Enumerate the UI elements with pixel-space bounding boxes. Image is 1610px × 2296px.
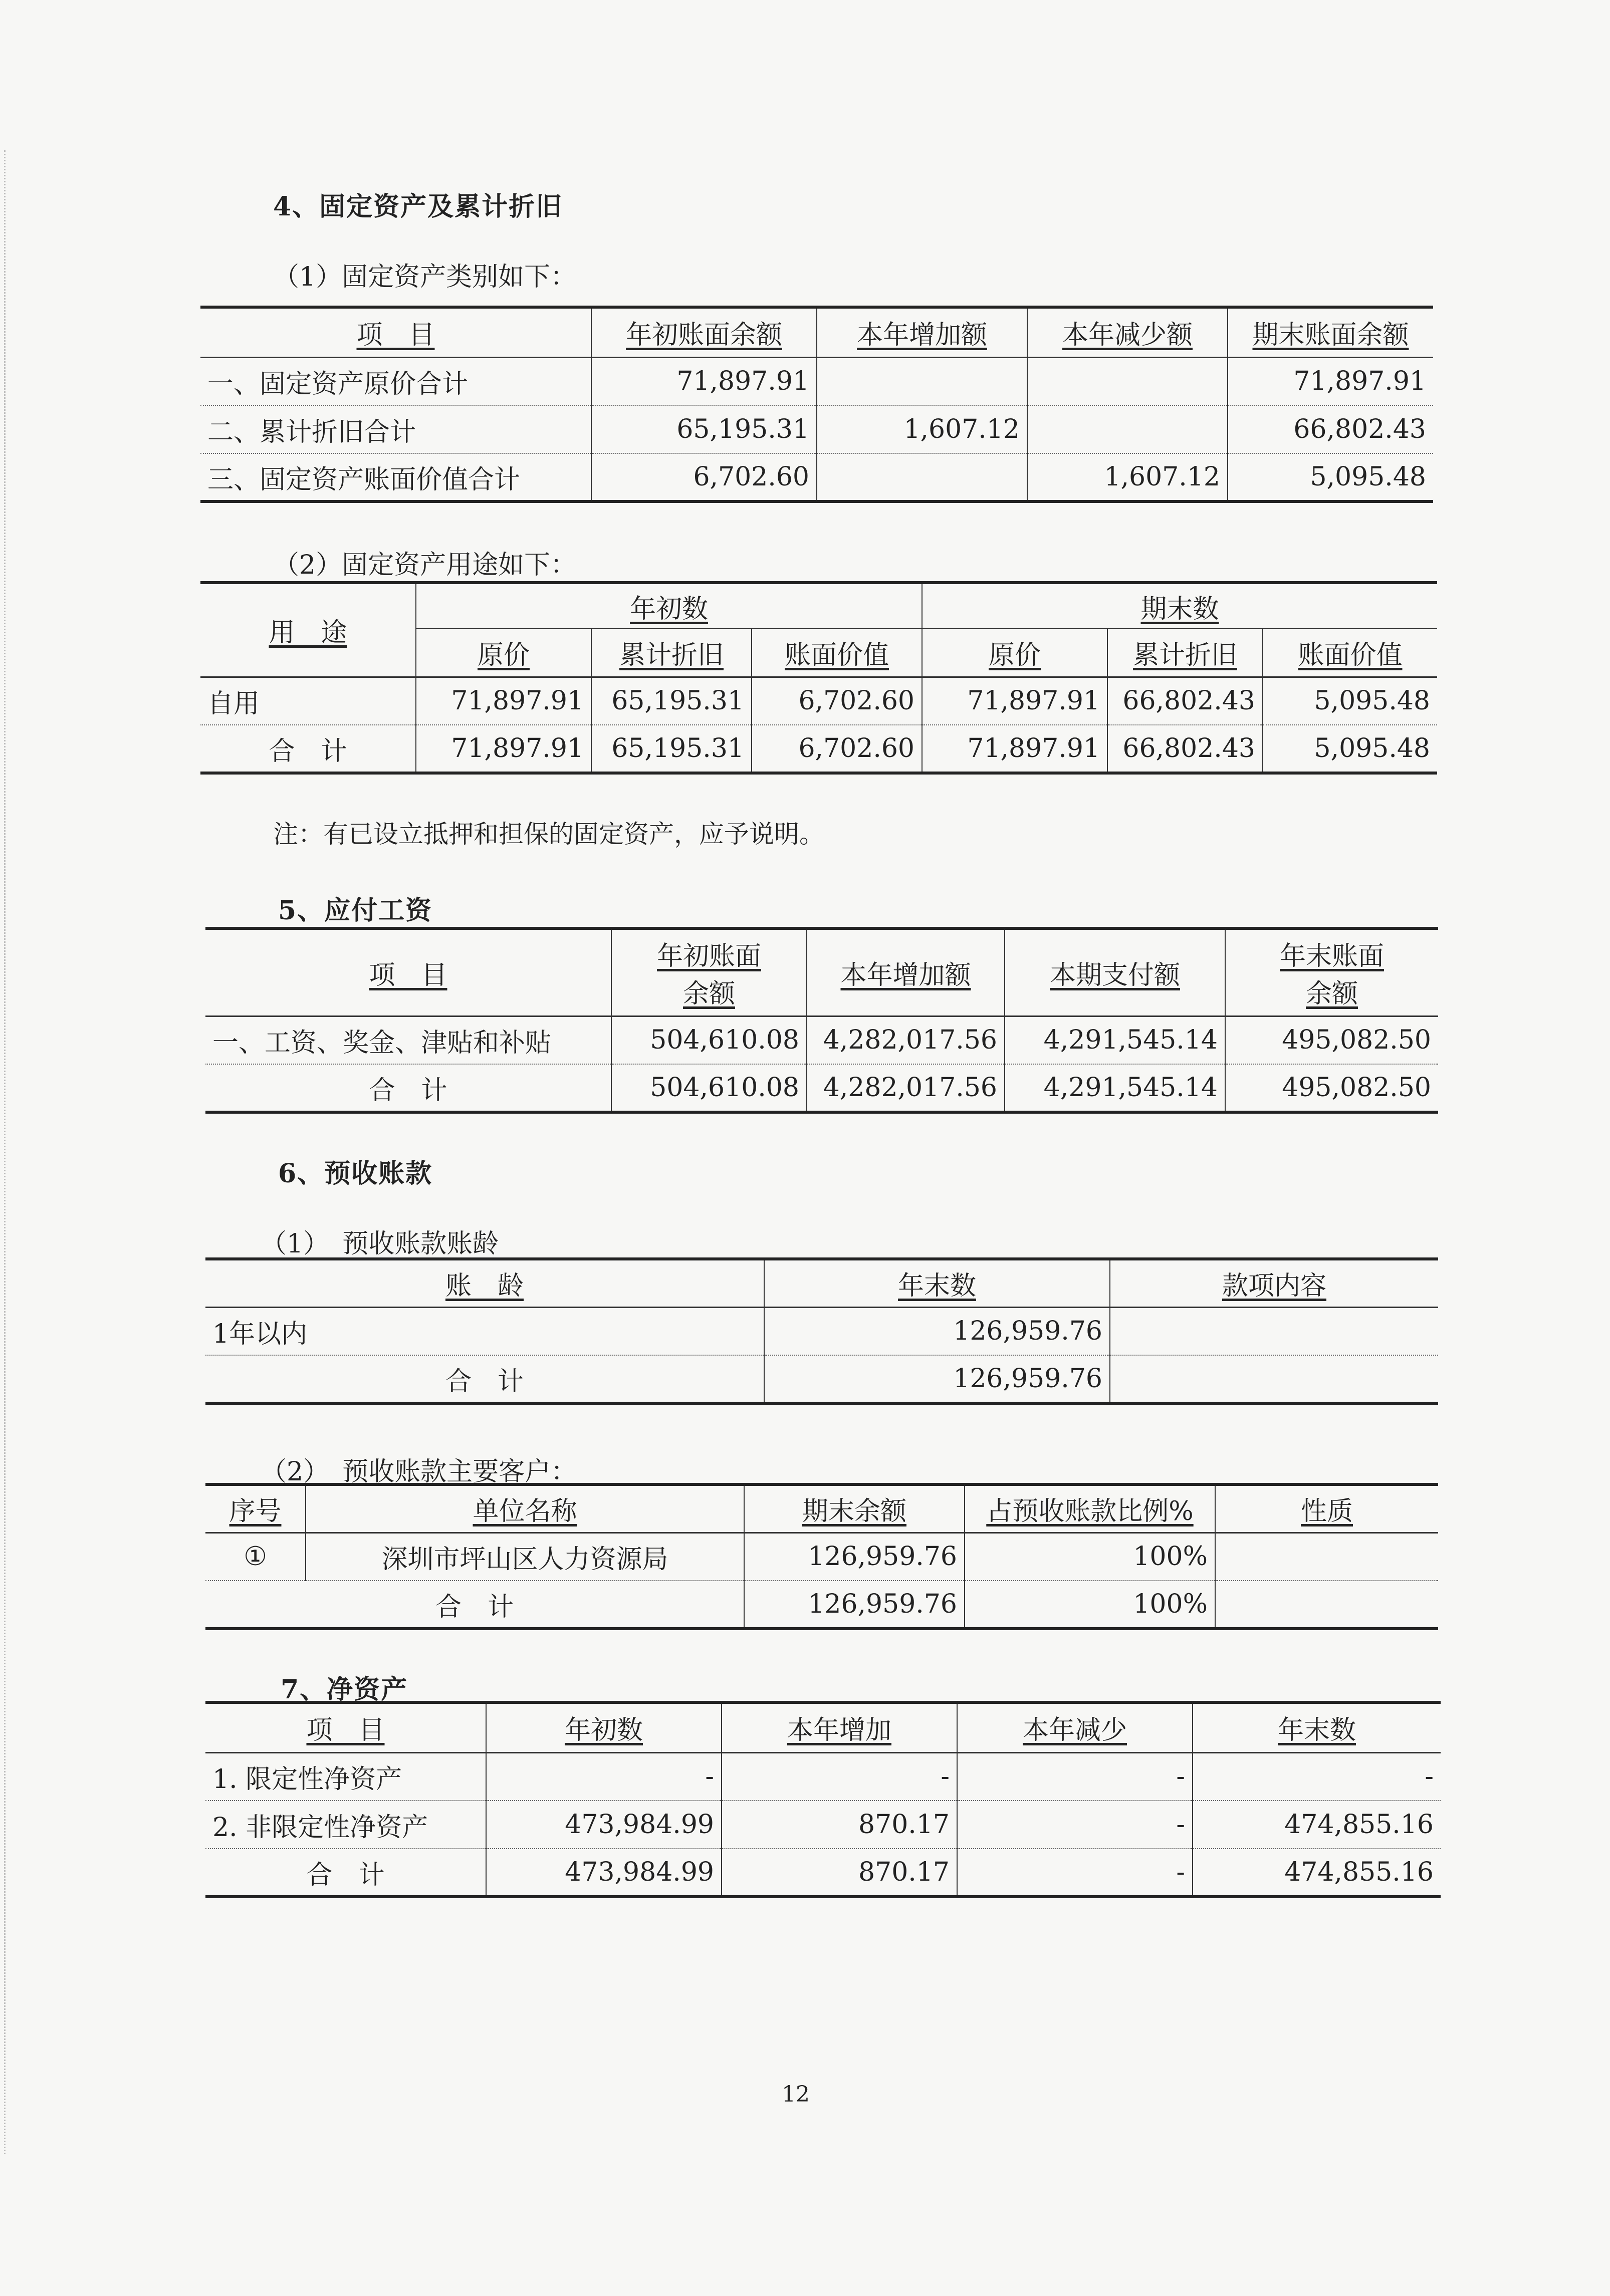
row-index: ① xyxy=(244,1542,267,1572)
table-row xyxy=(205,1752,1441,1801)
cell-value: 1,607.12 xyxy=(1027,453,1228,501)
row-label: 一、工资、奖金、津贴和补贴 xyxy=(212,1028,552,1058)
cell-value: 71,897.91 xyxy=(416,725,591,773)
col-header: 期末账面余额 xyxy=(1228,307,1433,357)
cell-value: 71,897.91 xyxy=(591,357,817,405)
row-label: 1年以内 xyxy=(212,1319,308,1349)
cell-value: 126,959.76 xyxy=(764,1355,1110,1403)
row-label: 1. 限定性净资产 xyxy=(212,1764,402,1795)
col-header: 年末账面 余额 xyxy=(1225,928,1438,1016)
cell-value: 4,282,017.56 xyxy=(807,1064,1005,1112)
cell-value: 6,702.60 xyxy=(752,677,922,725)
cell-value: 5,095.48 xyxy=(1228,453,1433,501)
section-6-subtitle-2: （2） 预收账款主要客户： xyxy=(261,1457,577,1487)
binding-holes xyxy=(4,150,13,2154)
row-label: 自用 xyxy=(207,688,260,719)
cell-value: 100% xyxy=(965,1581,1215,1629)
cell-value xyxy=(1027,357,1228,405)
table-row xyxy=(205,1016,1438,1064)
cell-value: 深圳市坪山区人力资源局 xyxy=(306,1533,744,1581)
cell-value: 5,095.48 xyxy=(1263,725,1437,773)
col-header: 期末余额 xyxy=(744,1484,965,1533)
cell-value: 71,897.91 xyxy=(416,677,591,725)
fixed-assets-usage-table xyxy=(200,581,1437,775)
row-label: 合 计 xyxy=(205,1849,486,1897)
cell-value: - xyxy=(957,1752,1193,1801)
row-label: 合 计 xyxy=(205,1064,611,1112)
cell-value: - xyxy=(722,1752,957,1801)
col-header: 年初账面余额 xyxy=(591,307,817,357)
table-row-total xyxy=(205,1849,1441,1897)
row-label: 一、固定资产原价合计 xyxy=(207,369,469,399)
table-header-row xyxy=(205,1484,1438,1533)
cell-value: - xyxy=(486,1752,722,1801)
cell-value: 4,291,545.14 xyxy=(1005,1064,1225,1112)
col-header: 年初账面 余额 xyxy=(611,928,807,1016)
cell-value: - xyxy=(957,1801,1193,1849)
cell-value: 474,855.16 xyxy=(1193,1849,1441,1897)
table-row-total xyxy=(205,1064,1438,1112)
section-5-title: 5、应付工资 xyxy=(278,895,433,926)
cell-value: 1,607.12 xyxy=(817,405,1027,453)
row-label: 2. 非限定性净资产 xyxy=(205,1801,486,1849)
col-header: 账 龄 xyxy=(205,1259,764,1307)
col-header: 累计折旧 xyxy=(1107,629,1263,677)
table-row-total xyxy=(205,1355,1438,1403)
cell-value: 504,610.08 xyxy=(611,1064,807,1112)
cell-value: 870.17 xyxy=(722,1849,957,1897)
col-header: 序号 xyxy=(205,1484,306,1533)
row-label: 三、固定资产账面价值合计 xyxy=(200,453,591,501)
col-header: 累计折旧 xyxy=(591,629,752,677)
cell-value: 473,984.99 xyxy=(486,1849,722,1897)
col-header: 本年减少额 xyxy=(1027,307,1228,357)
fixed-assets-category-table xyxy=(200,306,1433,503)
cell-value xyxy=(1110,1355,1438,1403)
table-row xyxy=(205,1801,1441,1849)
table-row-total xyxy=(200,725,1437,773)
section-4-subtitle-1: （1）固定资产类别如下： xyxy=(273,262,577,292)
col-header: 本年增加 xyxy=(722,1702,957,1752)
row-label: 二、累计折旧合计 xyxy=(200,405,591,453)
col-header: 项 目 xyxy=(205,1702,486,1752)
cell-value xyxy=(1027,405,1228,453)
cell-value: 71,897.91 xyxy=(922,725,1107,773)
cell-value: 495,082.50 xyxy=(1225,1016,1438,1064)
cell-value: 126,959.76 xyxy=(744,1533,965,1581)
cell-value xyxy=(1215,1533,1438,1581)
cell-value: 66,802.43 xyxy=(1107,677,1263,725)
col-header: 本期支付额 xyxy=(1005,928,1225,1016)
col-header: 原价 xyxy=(416,629,591,677)
cell-value: 100% xyxy=(965,1533,1215,1581)
col-header: 本年增加额 xyxy=(807,928,1005,1016)
cell-value: 66,802.43 xyxy=(1107,725,1263,773)
cell-value: 126,959.76 xyxy=(764,1307,1110,1355)
section-7-title: 7、净资产 xyxy=(281,1674,408,1705)
cell-value: 65,195.31 xyxy=(591,405,817,453)
col-header: 单位名称 xyxy=(306,1484,744,1533)
section-4-title: 4、固定资产及累计折旧 xyxy=(273,191,563,222)
table-header-row xyxy=(200,583,1437,629)
cell-value: 4,282,017.56 xyxy=(807,1016,1005,1064)
col-header: 年末数 xyxy=(1193,1702,1441,1752)
cell-value: 4,291,545.14 xyxy=(1005,1016,1225,1064)
row-label: 合 计 xyxy=(205,1581,744,1629)
col-header: 性质 xyxy=(1215,1484,1438,1533)
cell-value: - xyxy=(957,1849,1193,1897)
col-header-use: 用 途 xyxy=(200,583,416,677)
payable-wages-table xyxy=(205,927,1438,1114)
table-row xyxy=(205,1307,1438,1355)
col-header: 本年增加额 xyxy=(817,307,1027,357)
cell-value: 474,855.16 xyxy=(1193,1801,1441,1849)
col-header: 账面价值 xyxy=(1263,629,1437,677)
col-header: 年末数 xyxy=(764,1259,1110,1307)
col-group-begin: 年初数 xyxy=(416,583,922,629)
page-number: 12 xyxy=(782,2082,810,2107)
col-header: 款项内容 xyxy=(1110,1259,1438,1307)
cell-value: 65,195.31 xyxy=(591,725,752,773)
cell-value: 65,195.31 xyxy=(591,677,752,725)
cell-value xyxy=(817,453,1027,501)
col-header: 占预收账款比例% xyxy=(965,1484,1215,1533)
table-row xyxy=(200,453,1433,501)
cell-value xyxy=(1110,1307,1438,1355)
col-header: 年初数 xyxy=(486,1702,722,1752)
section-6-title: 6、预收账款 xyxy=(278,1158,433,1189)
cell-value: 6,702.60 xyxy=(752,725,922,773)
note-text: 注：有已设立抵押和担保的固定资产，应予说明。 xyxy=(273,820,824,849)
cell-value: 6,702.60 xyxy=(591,453,817,501)
col-header: 原价 xyxy=(922,629,1107,677)
col-header: 账面价值 xyxy=(752,629,922,677)
net-assets-table xyxy=(205,1701,1441,1898)
cell-value: 504,610.08 xyxy=(611,1016,807,1064)
table-row xyxy=(205,1533,1438,1581)
cell-value: 5,095.48 xyxy=(1263,677,1437,725)
row-label: 合 计 xyxy=(205,1355,764,1403)
cell-value: 473,984.99 xyxy=(486,1801,722,1849)
table-row xyxy=(200,405,1433,453)
section-4-subtitle-2: （2）固定资产用途如下： xyxy=(273,550,577,580)
table-header-row xyxy=(205,928,1438,1016)
advance-receipts-customers-table xyxy=(205,1483,1438,1630)
table-header-row xyxy=(200,307,1433,357)
table-header-row xyxy=(205,1259,1438,1307)
advance-receipts-aging-table xyxy=(205,1257,1438,1405)
col-header: 项 目 xyxy=(205,928,611,1016)
cell-value: 71,897.91 xyxy=(922,677,1107,725)
cell-value: 71,897.91 xyxy=(1228,357,1433,405)
row-label: 合 计 xyxy=(200,725,416,773)
table-row-total xyxy=(205,1581,1438,1629)
col-group-end: 期末数 xyxy=(922,583,1437,629)
table-header-row xyxy=(205,1702,1441,1752)
cell-value: 66,802.43 xyxy=(1228,405,1433,453)
cell-value: 126,959.76 xyxy=(744,1581,965,1629)
cell-value xyxy=(1215,1581,1438,1629)
col-header: 项 目 xyxy=(200,307,591,357)
cell-value xyxy=(817,357,1027,405)
col-header: 本年减少 xyxy=(957,1702,1193,1752)
table-row xyxy=(200,357,1433,405)
section-6-subtitle-1: （1） 预收账款账龄 xyxy=(261,1229,499,1259)
table-row xyxy=(200,677,1437,725)
cell-value: 495,082.50 xyxy=(1225,1064,1438,1112)
cell-value: 870.17 xyxy=(722,1801,957,1849)
cell-value: - xyxy=(1193,1752,1441,1801)
